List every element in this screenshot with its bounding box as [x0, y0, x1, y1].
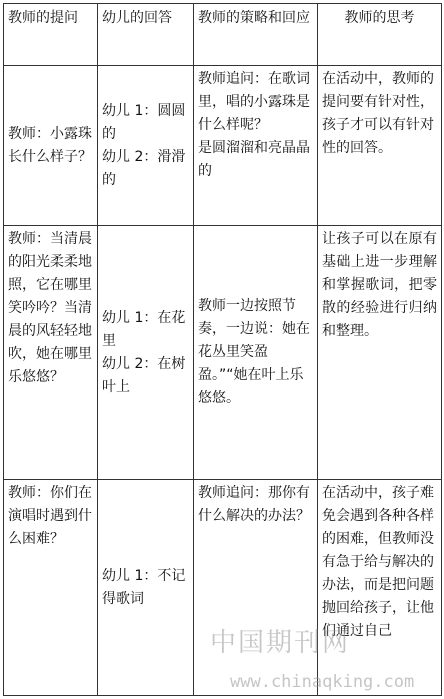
teaching-table	[3, 3, 442, 696]
answer-line: 幼儿 2：在树叶上	[102, 355, 186, 395]
question-cell: 教师：小露珠长什么样子？	[4, 66, 98, 226]
table-row	[4, 66, 442, 226]
watermark-logo: 中国期刊网	[210, 628, 351, 658]
header-question: 教师的提问	[4, 4, 98, 66]
strategy-line: 教师追问：在歌词里，唱的小露珠是什么样呢？	[198, 71, 310, 133]
thinking-cell: 在活动中，教师的提问要有针对性，孩子才可以有针对性的回答。	[318, 66, 442, 226]
strategy-cell	[194, 66, 318, 226]
question-cell: 教师：当清晨的阳光柔柔地照，它在哪里笑吟吟？当清晨的风轻轻地吹，她在哪里乐悠悠？	[4, 226, 98, 480]
header-row	[4, 4, 442, 66]
question-cell: 教师：你们在演唱时遇到什么困难？	[4, 480, 98, 696]
answer-cell	[98, 480, 194, 696]
header-answer: 幼儿的回答	[98, 4, 194, 66]
strategy-line: 是圆溜溜和亮晶晶的	[198, 140, 310, 179]
strategy-cell	[194, 480, 318, 696]
table-row	[4, 480, 442, 696]
answer-line: 幼儿 1：不记得歌词	[102, 567, 186, 607]
strategy-cell	[194, 226, 318, 480]
answer-cell	[98, 226, 194, 480]
answer-line: 幼儿 2：滑滑的	[102, 148, 186, 188]
strategy-line: 教师追问：那你有什么解决的办法？	[198, 485, 310, 524]
answer-cell	[98, 66, 194, 226]
watermark-url: www.chinaqking.com	[230, 672, 415, 692]
header-strategy: 教师的策略和回应	[194, 4, 318, 66]
header-thinking: 教师的思考	[318, 4, 442, 66]
strategy-line: 教师一边按照节奏，一边说：她在花丛里笑盈盈。”“她在叶上乐悠悠。	[198, 298, 310, 406]
answer-line: 幼儿 1：在花里	[102, 309, 186, 349]
thinking-cell: 在活动中，孩子难免会遇到各种各样的困难，但教师没有急于给与解决的办法，而是把问题抛回给孩子，让他们通过自己	[318, 480, 442, 696]
table-row	[4, 226, 442, 480]
thinking-cell: 让孩子可以在原有基础上进一步理解和掌握歌词，把零散的经验进行归纳和整理。	[318, 226, 442, 480]
answer-line: 幼儿 1：圆圆的	[102, 102, 186, 142]
